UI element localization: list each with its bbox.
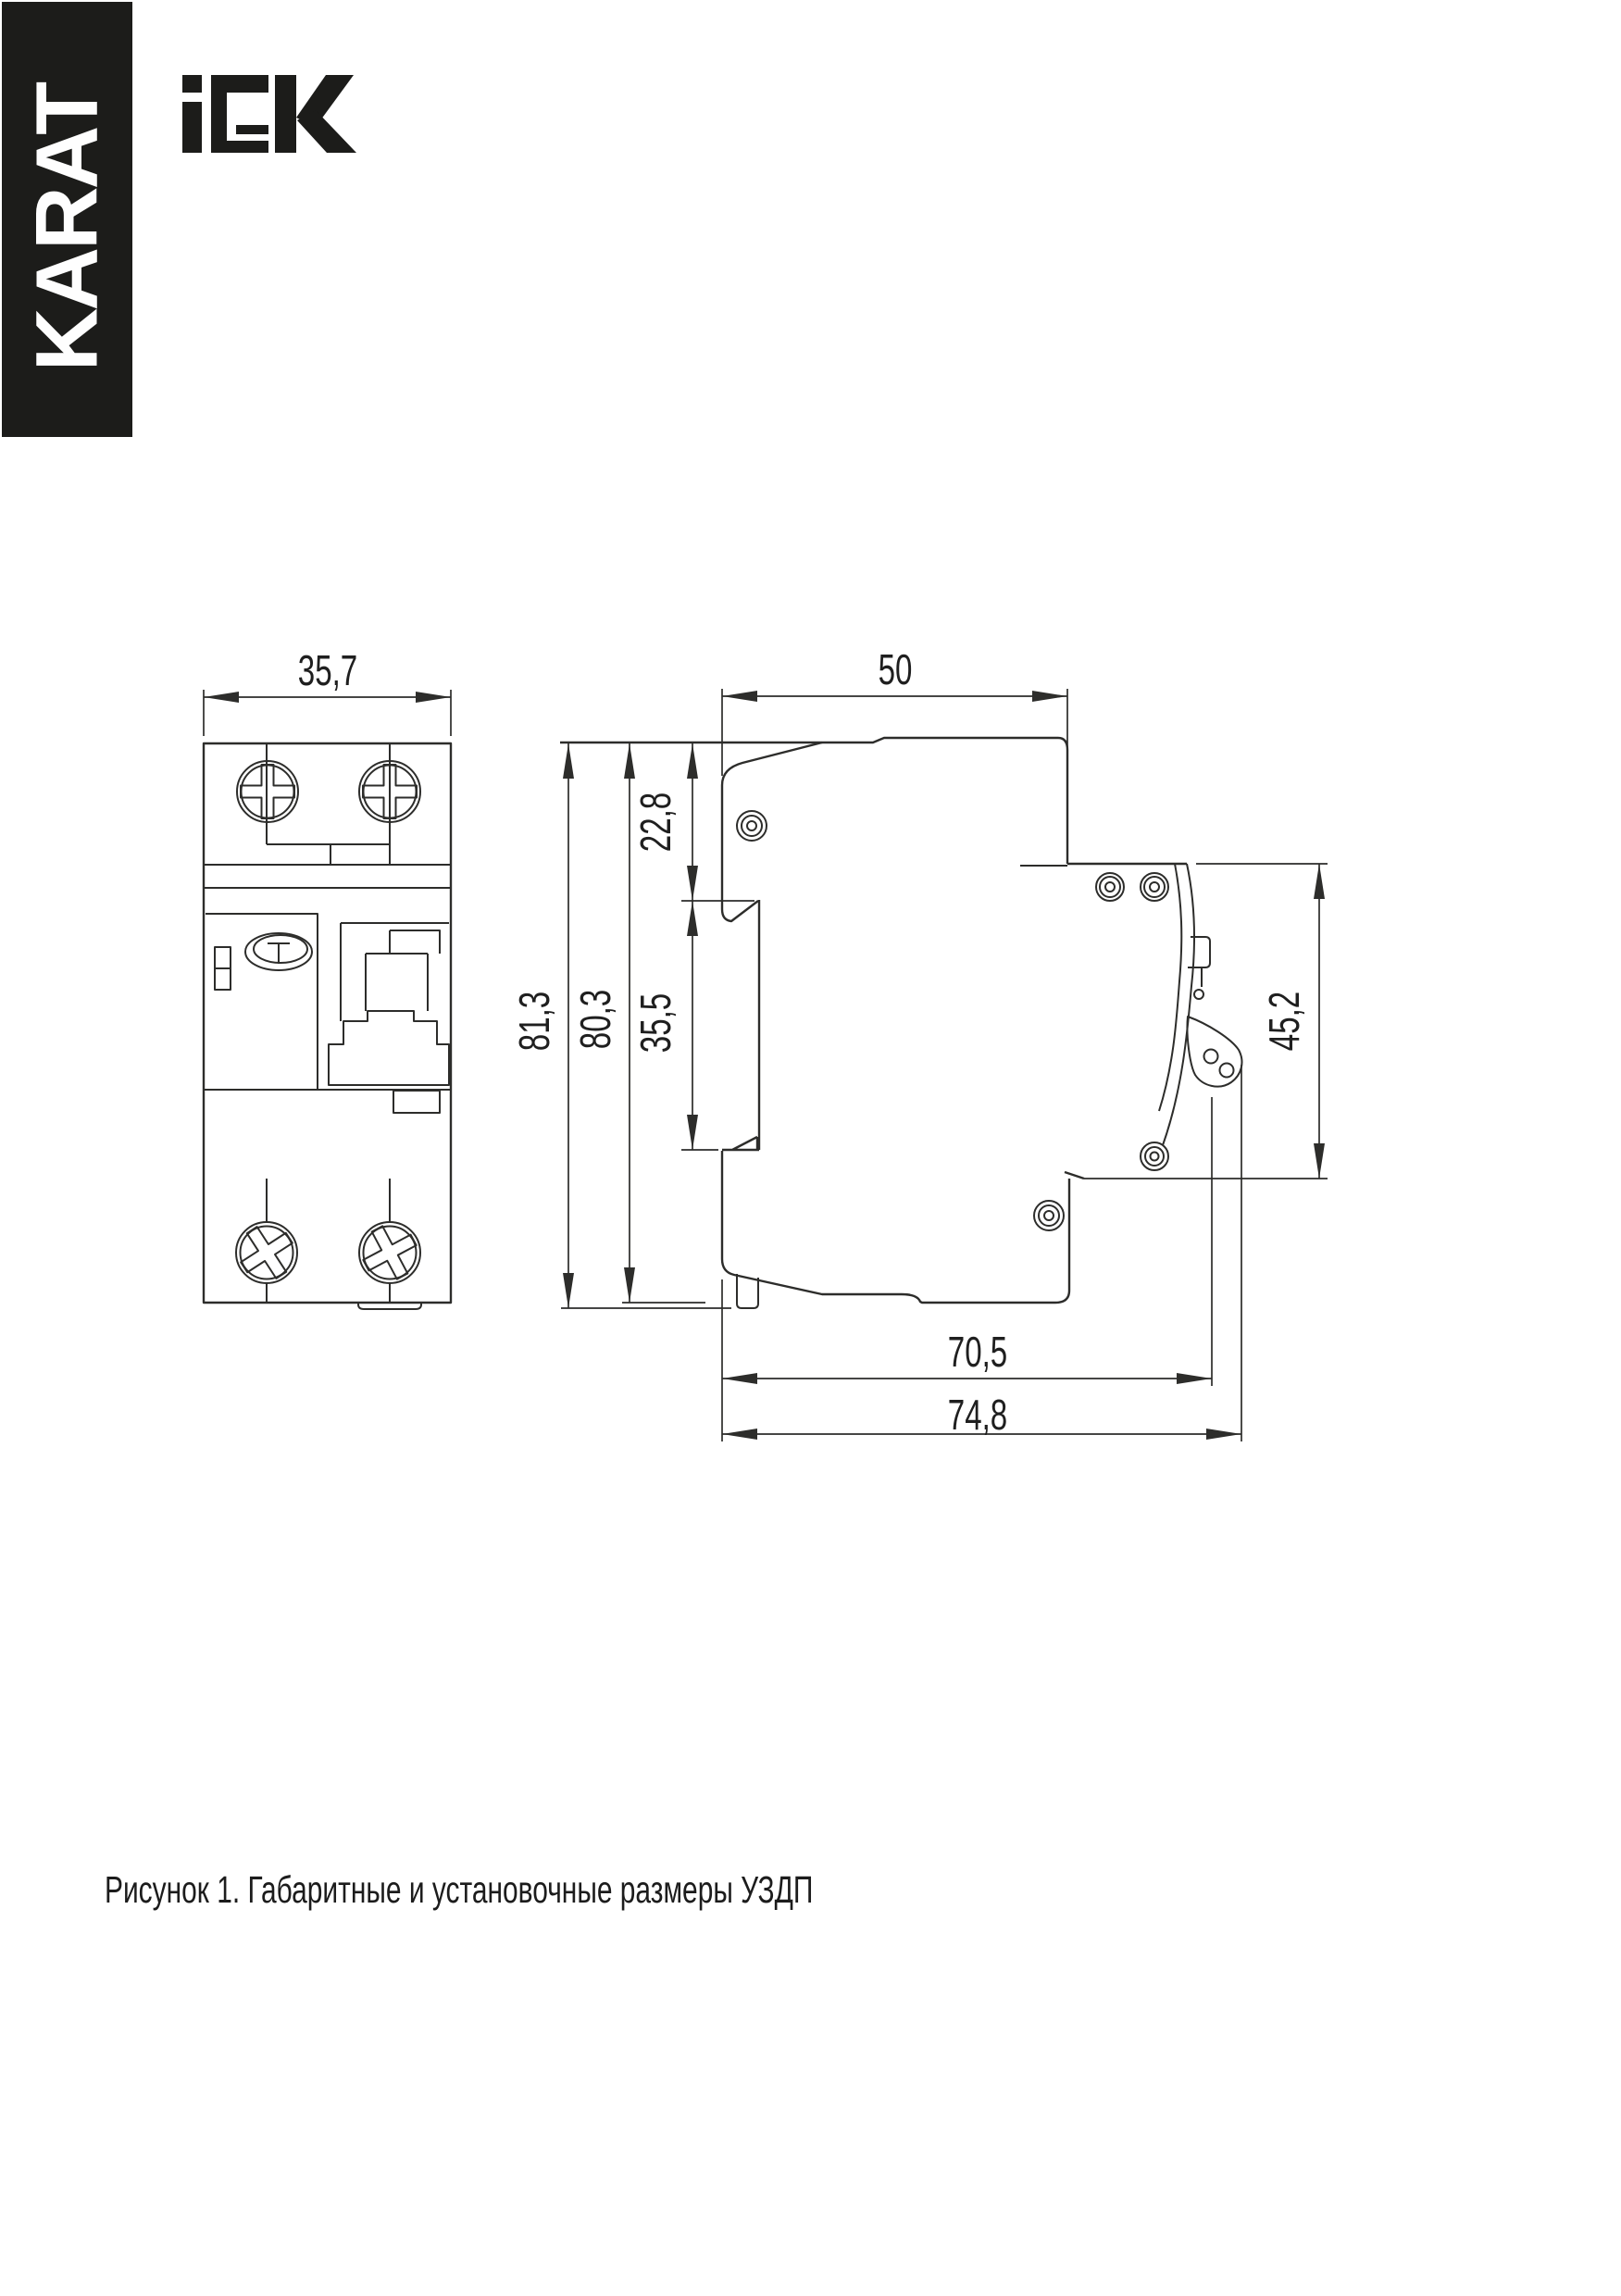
terminal-cover-profile bbox=[722, 742, 822, 921]
dim-label-overall-height: 81,3 bbox=[511, 991, 559, 1052]
flange-rivet-left bbox=[1096, 873, 1124, 901]
latch-tab-hole-2 bbox=[1220, 1064, 1234, 1078]
figure-caption-text: Рисунок 1. Габаритные и установочные размеры УЗДП bbox=[105, 1868, 814, 1911]
side-rivet-cover bbox=[737, 811, 767, 841]
dim-label-side-depth: 50 bbox=[878, 646, 913, 694]
latch-tab-hole-1 bbox=[1204, 1050, 1218, 1064]
dim-label-rail-recess: 35,5 bbox=[632, 992, 680, 1054]
screw-bottom-left bbox=[230, 1216, 304, 1290]
dim-label-latch-span: 45,2 bbox=[1261, 991, 1309, 1052]
side-bottom-profile bbox=[722, 1151, 1069, 1303]
flange-rivet-right bbox=[1141, 873, 1168, 901]
lever-handle bbox=[341, 923, 449, 1021]
series-label: KARAT bbox=[18, 84, 116, 372]
front-clip bbox=[393, 1091, 440, 1113]
test-button-t-mark bbox=[268, 943, 290, 964]
latch-arm-inner bbox=[1159, 864, 1181, 1111]
dimension-latch-span bbox=[1084, 864, 1328, 1179]
screw-bottom-right bbox=[354, 1217, 426, 1289]
dimension-side-depth bbox=[722, 647, 1067, 776]
indicator-window-top bbox=[215, 947, 231, 968]
body-grooves bbox=[204, 865, 451, 1090]
dimension-rail-recess bbox=[633, 901, 718, 1150]
dim-label-front-width: 35,7 bbox=[297, 647, 358, 695]
dim-label-terminal-offset: 22,8 bbox=[632, 792, 680, 853]
front-view bbox=[204, 743, 451, 1309]
rail-latch bbox=[1141, 864, 1241, 1170]
front-body-outline bbox=[204, 743, 451, 1303]
dimension-front-width bbox=[204, 648, 451, 736]
din-rail-recess bbox=[722, 900, 759, 1150]
terminal-centerlines bbox=[267, 743, 390, 1303]
latch-pin-hole bbox=[1194, 990, 1203, 999]
dimension-overall-depth bbox=[722, 1065, 1241, 1441]
dim-label-body-height: 80,3 bbox=[572, 989, 620, 1050]
dimension-terminal-offset bbox=[633, 743, 754, 901]
figure-caption bbox=[105, 1868, 938, 1912]
flange-bottom-chamfer bbox=[1065, 1172, 1084, 1179]
dim-label-depth-to-clip: 70,5 bbox=[947, 1329, 1008, 1377]
lever-base-steps bbox=[329, 1011, 449, 1085]
top-terminal-cavity bbox=[267, 844, 390, 865]
test-button-inner bbox=[254, 935, 307, 963]
side-rivet-lower bbox=[1034, 1201, 1064, 1230]
dimension-depth-to-clip bbox=[722, 1097, 1212, 1441]
dim-label-overall-depth: 74,8 bbox=[947, 1391, 1008, 1440]
latch-catch bbox=[1188, 937, 1210, 987]
dimension-overall-height bbox=[512, 743, 731, 1308]
indicator-window-bottom bbox=[215, 968, 231, 990]
